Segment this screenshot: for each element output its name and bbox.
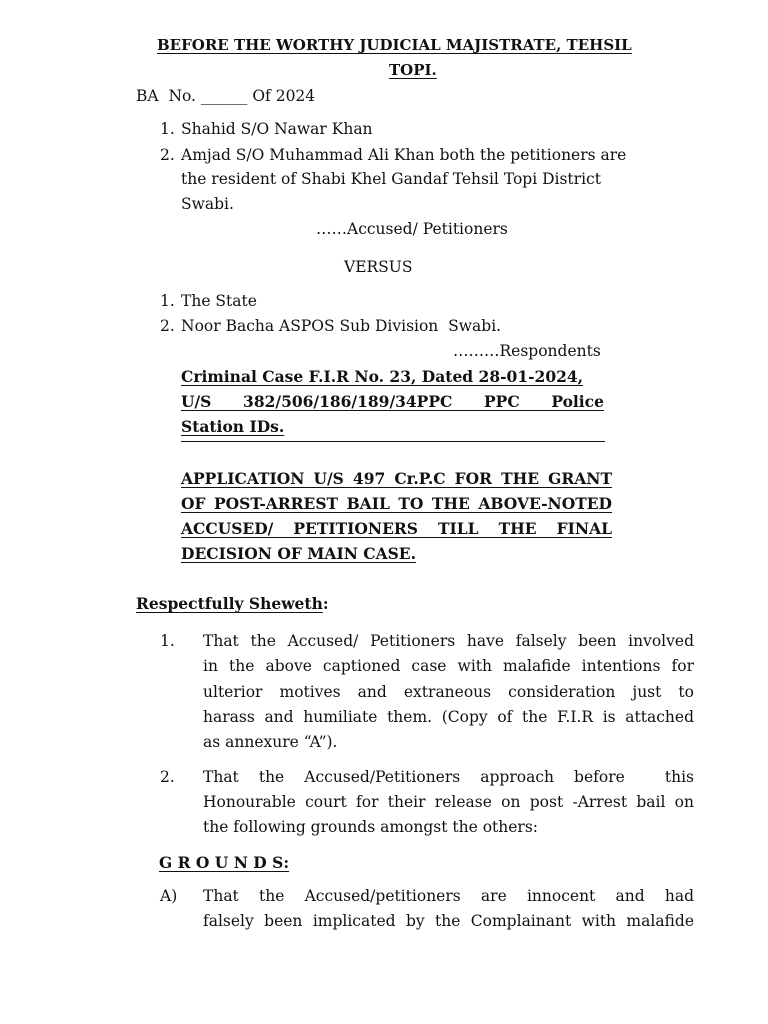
para-1-line: harass and humiliate them. (Copy of the F.I.R is attached <box>203 708 694 726</box>
para-1-line: as annexure “A”). <box>203 733 338 751</box>
respondent-1-text: The State <box>181 292 257 310</box>
petitioner-2-line: Amjad S/O Muhammad Ali Khan both the petitioners are <box>181 146 627 164</box>
court-heading-line2: TOPI. <box>389 61 437 79</box>
ground-a-line: That the Accused/petitioners are innocent and had <box>203 887 694 905</box>
respondent-2-num: 2. <box>160 317 175 335</box>
grounds-heading: G R O U N D S: <box>159 853 290 872</box>
ground-a-num: A) <box>160 887 178 905</box>
versus-label: VERSUS <box>344 258 413 276</box>
petitioner-1-num: 1. <box>160 120 175 138</box>
case-divider <box>181 441 605 442</box>
ba-number: BA No. ______ Of 2024 <box>136 87 316 105</box>
application-line1: APPLICATION U/S 497 Cr.P.C FOR THE GRANT <box>181 469 612 488</box>
para-1-line: ulterior motives and extraneous consideration just to <box>203 683 694 701</box>
sheweth-colon: : <box>322 594 329 613</box>
petitioner-1-line: Shahid S/O Nawar Khan <box>181 120 373 138</box>
application-line4: DECISION OF MAIN CASE. <box>181 544 417 563</box>
para-2-line: the following grounds amongst the others: <box>203 818 539 836</box>
sheweth-heading <box>136 594 329 613</box>
petitioner-2-line: the resident of Shabi Khel Gandaf Tehsil Topi District <box>181 170 601 188</box>
petitioner-2-num: 2. <box>160 146 175 164</box>
para-1-line: in the above captioned case with malafide intentions for <box>203 657 694 675</box>
case-line2: U/S 382/506/186/189/34PPC PPC Police <box>181 392 604 411</box>
para-2-num: 2. <box>160 768 175 786</box>
respondent-1-num: 1. <box>160 292 175 310</box>
petitioners-role: ……Accused/ Petitioners <box>316 220 508 238</box>
para-1-num: 1. <box>160 632 175 650</box>
respondent-2-text: Noor Bacha ASPOS Sub Division Swabi. <box>181 317 502 335</box>
para-1-line: That the Accused/ Petitioners have falsely been involved <box>203 632 694 650</box>
case-line1: Criminal Case F.I.R No. 23, Dated 28-01-2024, <box>181 367 584 386</box>
ground-a-line: falsely been implicated by the Complainant with malafide <box>203 912 694 930</box>
respondents-role: ………Respondents <box>453 342 601 360</box>
sheweth-label: Respectfully Sheweth <box>136 594 323 613</box>
court-heading-line1: BEFORE THE WORTHY JUDICIAL MAJISTRATE, TEHSIL <box>157 36 632 54</box>
application-line3: ACCUSED/ PETITIONERS TILL THE FINAL <box>181 519 612 538</box>
para-2-line: Honourable court for their release on post -Arrest bail on <box>203 793 694 811</box>
case-line3: Station IDs. <box>181 417 285 436</box>
para-2-line: That the Accused/Petitioners approach before this <box>203 768 694 786</box>
petitioner-2-line: Swabi. <box>181 195 234 213</box>
application-line2: OF POST-ARREST BAIL TO THE ABOVE-NOTED <box>181 494 612 513</box>
